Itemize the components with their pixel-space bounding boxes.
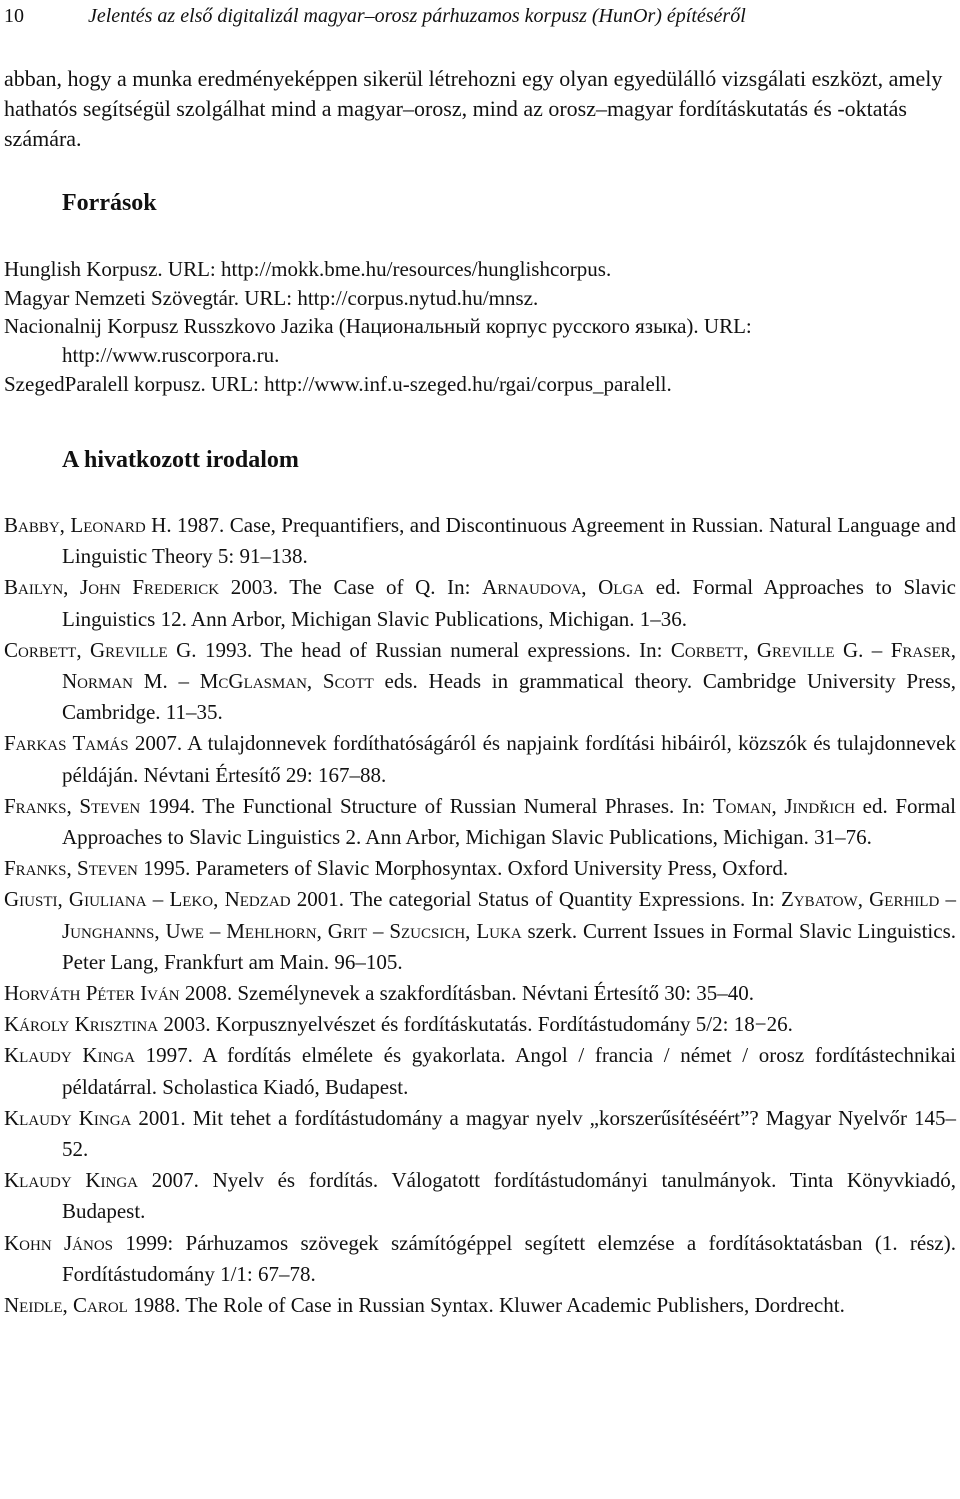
reference-authors: Klaudy Kinga: [4, 1105, 132, 1130]
page-number: 10: [4, 5, 24, 27]
reference-text-continued: ed. Formal Approaches to Slavic Linguistics 12. Ann Arbor, Michigan Slavic Publications, Michigan. 1–36.: [62, 575, 956, 631]
reference-item: [4, 1165, 956, 1227]
reference-authors: Klaudy Kinga: [4, 1043, 135, 1068]
reference-item: [4, 728, 956, 790]
reference-text: 2007. Nyelv és fordítás. Válogatott fordítástudományi tanulmányok. Tinta Könyvkiadó, Budapest.: [62, 1168, 956, 1224]
reference-item: [4, 791, 956, 853]
reference-authors: Klaudy Kinga: [4, 1168, 138, 1193]
reference-editors: Zybatow, Gerhild – Junghanns, Uwe – Mehlhorn, Grit – Szucsich, Luka: [62, 887, 956, 943]
reference-editors: Corbett, Greville G. – Fraser, Norman M. – McGlasman, Scott: [62, 637, 957, 694]
reference-item: [4, 978, 956, 1009]
source-item: Hunglish Korpusz. URL: http://mokk.bme.hu/resources/hunglishcorpus.: [4, 257, 612, 281]
reference-text: 1987. Case, Prequantifiers, and Discontinuous Agreement in Russian. Natural Language and Linguistic Theory 5: 91–138.: [62, 513, 956, 569]
reference-text: 1994. The Functional Structure of Russian Numeral Phrases. In:: [140, 793, 713, 818]
reference-text-continued: ed. Formal Approaches to Slavic Linguistics 2. Ann Arbor, Michigan Slavic Publications, Michigan. 31–76.: [62, 793, 956, 850]
reference-authors: Horváth Péter Iván: [4, 981, 180, 1006]
reference-authors: Károly Krisztina: [4, 1012, 159, 1037]
reference-authors: Farkas Tamás: [4, 731, 129, 756]
reference-text: 2007. A tulajdonnevek fordíthatóságáról és napjaink fordítási hibáiról, közszók és tulajdonnevek példáján. Névtani Értesítő 29: 167–88.: [62, 731, 956, 787]
reference-item: [4, 572, 956, 634]
reference-editors: Toman, Jindřich: [712, 793, 856, 818]
reference-text: 1999: Párhuzamos szövegek számítógéppel segített elemzése a fordításoktatásban (1. rész). Fordítástudomány 1/1: 67–78.: [62, 1230, 956, 1286]
running-title: Jelentés az első digitalizál magyar–orosz párhuzamos korpusz (HunOr) építéséről: [88, 5, 746, 27]
source-item: Nacionalnij Korpusz Russzkovo Jazika (Национальный корпус русского языка). URL: http://www.ruscorpora.ru.: [4, 314, 752, 368]
sources-list: [4, 255, 956, 399]
reference-text-continued: szerk. Current Issues in Formal Slavic Linguistics. Peter Lang, Frankfurt am Main. 96–105.: [62, 918, 956, 974]
reference-authors: Bailyn, John Frederick: [4, 575, 220, 600]
reference-item: [4, 510, 956, 572]
reference-text: 1988. The Role of Case in Russian Syntax. Kluwer Academic Publishers, Dordrecht.: [127, 1293, 845, 1318]
reference-authors: Giusti, Giuliana – Leko, Nedzad: [4, 887, 291, 912]
sources-heading: Források: [62, 190, 157, 216]
references-list: [4, 510, 956, 1321]
source-item: Magyar Nemzeti Szövegtár. URL: http://corpus.nytud.hu/mnsz.: [4, 285, 539, 310]
reference-authors: Corbett, Greville G.: [4, 637, 197, 662]
reference-item: [4, 853, 956, 884]
intro-paragraph: abban, hogy a munka eredményeképpen sikerül létrehozni egy olyan egyedülálló vizsgálati eszközt, amely hathatós segítségül szolgálhat mind a magyar–orosz, mind az orosz–magyar fordításkutatás és -oktatás számára.: [4, 66, 943, 151]
references-heading: A hivatkozott irodalom: [62, 447, 299, 473]
reference-item: [4, 1009, 956, 1040]
reference-item: [4, 635, 956, 729]
reference-editors: Arnaudova, Olga: [482, 575, 645, 600]
reference-text: 2003. The Case of Q. In:: [219, 575, 483, 600]
reference-text: 1995. Parameters of Slavic Morphosyntax. Oxford University Press, Oxford.: [137, 856, 789, 881]
reference-text-continued: eds. Heads in grammatical theory. Cambridge University Press, Cambridge. 11–35.: [62, 669, 956, 725]
reference-item: [4, 1103, 956, 1165]
reference-item: [4, 1040, 956, 1102]
reference-text: 2003. Korpusznyelvészet és fordításkutatás. Fordítástudomány 5/2: 18−26.: [158, 1012, 793, 1037]
reference-authors: Kohn János: [4, 1230, 114, 1255]
reference-text: 1997. A fordítás elmélete és gyakorlata. Angol / francia / német / orosz fordítástechnikai példatárral. Scholastica Kiadó, Budapest.: [62, 1043, 956, 1099]
reference-text: 1993. The head of Russian numeral expressions. In:: [196, 637, 671, 662]
reference-authors: Babby, Leonard H.: [4, 513, 172, 537]
reference-authors: Neidle, Carol: [4, 1293, 128, 1318]
reference-text: 2001. The categorial Status of Quantity Expressions. In:: [290, 887, 781, 912]
reference-text: 2001. Mit tehet a fordítástudomány a magyar nyelv „korszerűsítéséért”? Magyar Nyelvőr 145–52.: [62, 1105, 956, 1162]
reference-item: [4, 1290, 956, 1321]
reference-item: [4, 884, 956, 978]
source-item: SzegedParalell korpusz. URL: http://www.inf.u-szeged.hu/rgai/corpus_paralell.: [4, 371, 672, 396]
reference-text: 2008. Személynevek a szakfordításban. Névtani Értesítő 30: 35–40.: [179, 981, 755, 1006]
reference-authors: Franks, Steven: [4, 793, 141, 818]
running-head: [4, 4, 746, 28]
reference-item: [4, 1228, 956, 1290]
reference-authors: Franks, Steven: [4, 856, 138, 881]
